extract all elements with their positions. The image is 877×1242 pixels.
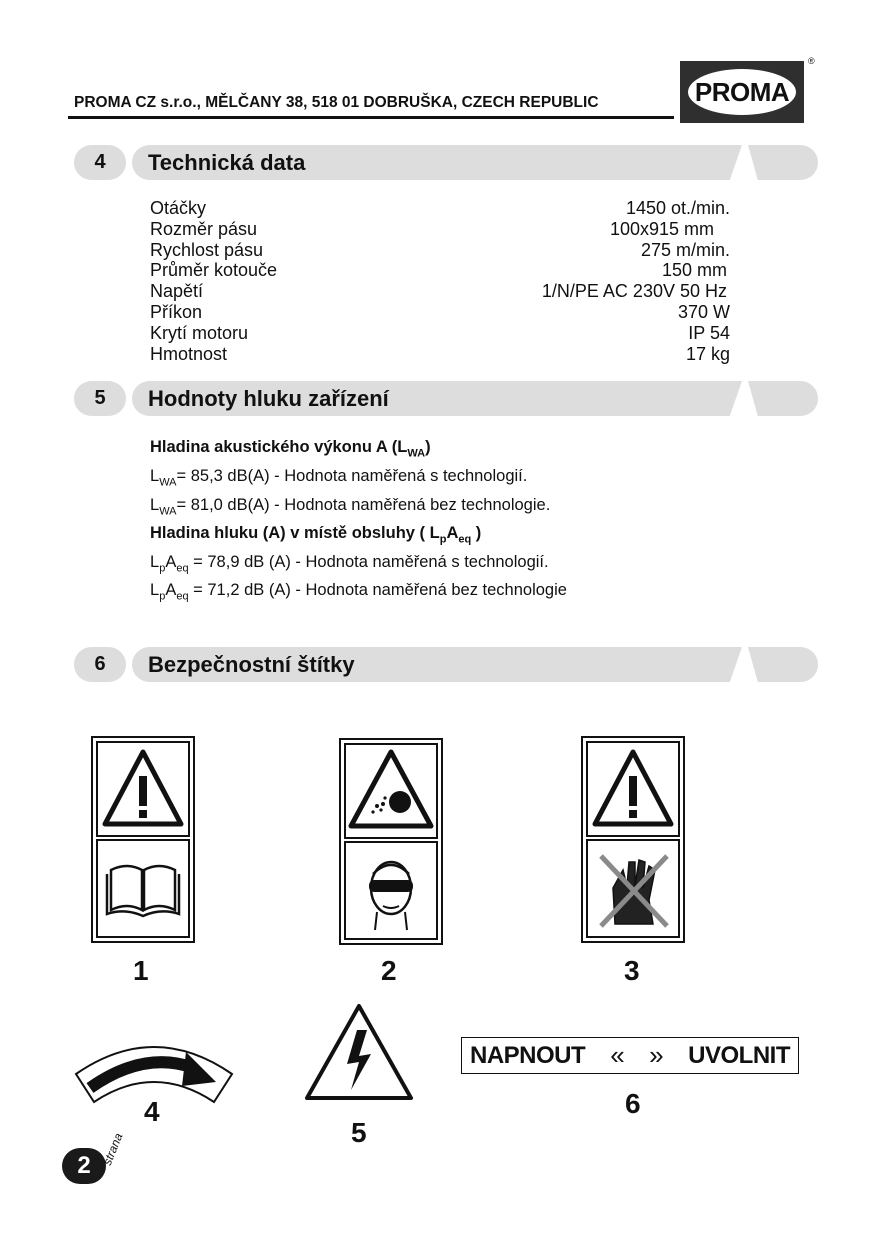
section-4-tail xyxy=(748,145,818,180)
section-4-number: 4 xyxy=(74,145,126,180)
electric-hazard-icon xyxy=(303,1002,415,1102)
section-4-title: Technická data xyxy=(148,150,306,175)
label-number: 4 xyxy=(144,1096,160,1127)
company-address: PROMA CZ s.r.o., MĚLČANY 38, 518 01 DOBRUŠKA, CZECH REPUBLIC xyxy=(74,94,599,111)
section-5-tail xyxy=(748,381,818,416)
tech-row: Napětí 1/N/PE AC 230V 50 Hz xyxy=(150,281,727,302)
noise-line: $L_{WA}= 81,0$ dB(A) - Hodnota naměřená bez technologie. xyxy=(150,495,551,517)
chevron-right-icon: » xyxy=(649,1040,664,1070)
tech-row: Rychlost pásu 275 m/min. xyxy=(150,239,730,260)
page-label: strana xyxy=(100,1131,126,1168)
noise-values xyxy=(150,438,567,610)
page-number: 2 xyxy=(62,1148,106,1184)
header-rule xyxy=(68,116,674,119)
noise-line: $L_{WA}= 85,3$ dB(A) - Hodnota naměřená s technologií. xyxy=(150,467,528,489)
section-6-number: 6 xyxy=(74,647,126,682)
warning-read-manual-icon xyxy=(93,738,193,941)
tension-right-text: UVOLNIT xyxy=(688,1041,790,1069)
label-number: 6 xyxy=(625,1088,641,1119)
section-6-title: Bezpečnostní štítky xyxy=(148,652,355,677)
proma-logo xyxy=(680,61,804,123)
warning-eye-protection-icon xyxy=(341,740,441,943)
label-number: 3 xyxy=(624,955,640,986)
section-5-title: Hodnoty hluku zařízení xyxy=(148,386,389,411)
noise-line: $L_pA_{eq} = 71,2$ dB (A) - Hodnota naměřená bez technologie xyxy=(150,581,567,603)
tech-row: Otáčky 1450 ot./min. xyxy=(150,198,730,218)
chevron-left-icon: « xyxy=(610,1040,625,1070)
label-number: 1 xyxy=(133,955,149,986)
label-number: 2 xyxy=(381,955,397,986)
safety-label-2 xyxy=(339,738,443,945)
section-6-tail xyxy=(748,647,818,682)
tech-data-list xyxy=(150,198,730,364)
tension-label xyxy=(461,1037,799,1074)
safety-label-1 xyxy=(91,736,195,943)
tension-left-text: NAPNOUT xyxy=(470,1041,586,1069)
tech-row: Rozměr pásu 100x915 mm xyxy=(150,218,714,239)
tech-row: Průměr kotouče 150 mm xyxy=(150,260,727,281)
warning-no-gloves-icon xyxy=(583,738,683,941)
label-number: 5 xyxy=(351,1117,367,1148)
registered-mark: ® xyxy=(808,56,815,66)
tech-row: Příkon 370 W xyxy=(150,301,730,322)
safety-label-3 xyxy=(581,736,685,943)
sound-pressure-heading: Hladina hluku (A) v místě obsluhy ( $L_pA_{eq}$ ) xyxy=(150,523,482,546)
tech-row: Hmotnost 17 kg xyxy=(150,343,730,364)
logo-text: PROMA xyxy=(688,69,796,115)
section-5-number: 5 xyxy=(74,381,126,416)
noise-line: $L_pA_{eq} = 78,9$ dB (A) - Hodnota naměřená s technologií. xyxy=(150,553,549,575)
sound-power-heading: Hladina akustického výkonu A $(L_{WA})$ xyxy=(150,438,431,460)
rotation-direction-arrow-icon xyxy=(74,1034,234,1104)
tech-row: Krytí motoru IP 54 xyxy=(150,322,730,343)
